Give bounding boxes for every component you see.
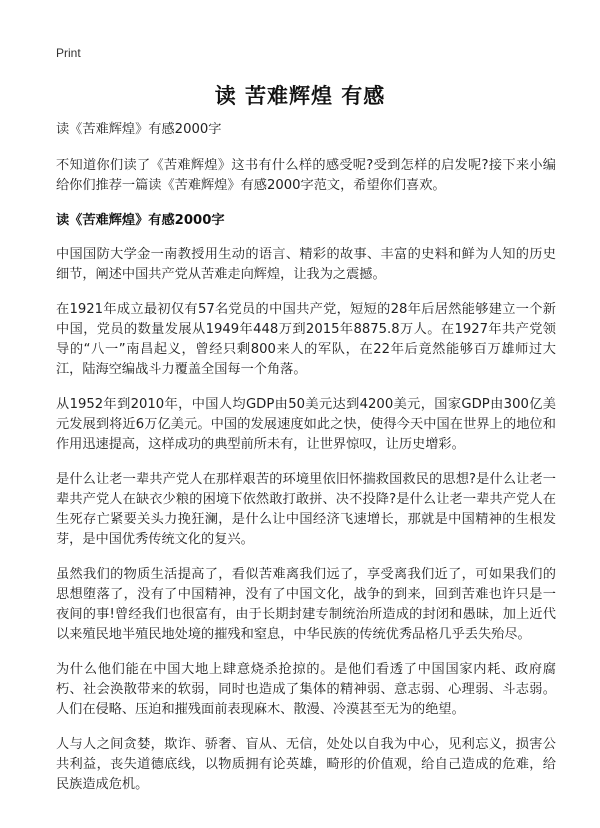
article-body — [56, 120, 556, 810]
body-paragraph-6: 为什么他们能在中国大地上肆意烧杀抢掠的。是他们看透了中国国家内耗、政府腐朽、社会涣散带来的软弱，同时也造成了集体的精神弱、意志弱、心理弱、斗志弱。人们在侵略、压迫和摧残面前表现麻木、散漫、冷漠甚至无为的绝望。 — [56, 662, 556, 717]
body-paragraph-1: 中国国防大学金一南教授用生动的语言、精彩的故事、丰富的史料和鲜为人知的历史细节，阐述中国共产党从苦难走向辉煌，让我为之震撼。 — [56, 247, 556, 282]
page-title: 读 苦难辉煌 有感 — [214, 84, 386, 108]
body-paragraph-4: 是什么让老一辈共产党人在那样艰苦的环境里依旧怀揣救国救民的思想?是什么让老一辈共产党人在缺衣少粮的困境下依然敢打敢拼、决不投降?是什么让老一辈共产党人在生死存亡紧要关头力挽狂澜，是什么让中国经济飞速增长，那就是中国精神的生根发芽，是中国优秀传统文化的复兴。 — [56, 472, 556, 547]
article-subtitle: 读《苦难辉煌》有感2000字 — [56, 122, 222, 137]
body-paragraph-3: 从1952年到2010年，中国人均GDP由50美元达到4200美元，国家GDP由300亿美元发展到将近6万亿美元。中国的发展速度如此之快，使得今天中国在世界上的地位和作用迅速提高，这样成功的典型前所未有，让世界惊叹，让历史增彩。 — [56, 397, 556, 452]
section-heading: 读《苦难辉煌》有感2000字 — [56, 213, 225, 228]
body-paragraph-7: 人与人之间贪婪，欺诈、骄奢、盲从、无信，处处以自我为中心，见利忘义，损害公共利益，丧失道德底线，以物质拥有论英雄，畸形的价值观，给自己造成的危难，给民族造成危机。 — [56, 737, 556, 792]
body-paragraph-2: 在1921年成立最初仅有57名党员的中国共产党，短短的28年后居然能够建立一个新中国，党员的数量发展从1949年448万到2015年8875.8万人。在1927年共产党领导的“八一”南昌起义，曾经只剩800来人的军队，在22年后竟然能够百万雄师过大江，陆海空编战斗力覆盖全国每一个角落。 — [56, 302, 556, 377]
print-link[interactable]: Print — [56, 46, 81, 60]
intro-paragraph: 不知道你们读了《苦难辉煌》这书有什么样的感受呢?受到怎样的启发呢?接下来小编给你们推荐一篇读《苦难辉煌》有感2000字范文，希望你们喜欢。 — [56, 158, 556, 193]
body-paragraph-5: 虽然我们的物质生活提高了，看似苦难离我们远了，享受离我们近了，可如果我们的思想堕落了，没有了中国精神，没有了中国文化，战争的到来，回到苦难也许只是一夜间的事!曾经我们也很富有，由于长期封建专制统治所造成的封闭和愚昧，加上近代以来殖民地半殖民地处境的摧残和窒息，中华民族的传统优秀品格几乎丢失殆尽。 — [56, 567, 556, 642]
